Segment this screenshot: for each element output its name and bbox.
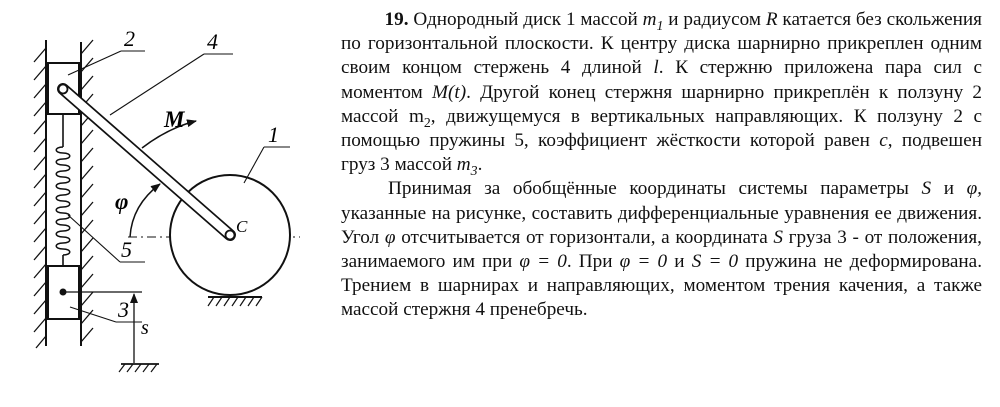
center-label: C xyxy=(236,217,248,236)
text-run: φ xyxy=(384,226,396,248)
mechanism-diagram xyxy=(0,0,330,407)
problem-statement xyxy=(341,8,982,323)
text-run: и xyxy=(931,178,967,200)
text-run: m xyxy=(456,154,471,176)
right-wall xyxy=(81,40,93,346)
slider-hinge xyxy=(59,85,68,94)
text-run: S = 0 xyxy=(691,251,739,273)
text-run: M(t) xyxy=(432,81,467,103)
mechanism-figure xyxy=(0,0,330,407)
text-run: c xyxy=(879,130,888,152)
text-run: l xyxy=(653,57,659,79)
paragraph-1 xyxy=(341,8,982,177)
angle-arc xyxy=(130,184,160,237)
disk-label: 1 xyxy=(268,122,279,147)
text-run: и xyxy=(667,251,692,273)
text-run: 2 xyxy=(423,114,431,130)
text-run: . Другой конец стержня шарнирно прикреплён к ползуну 2 массой m xyxy=(341,81,982,127)
problem-number: 19. xyxy=(384,9,409,30)
text-run: . xyxy=(477,154,483,176)
right-wall-hatching xyxy=(81,40,93,342)
floor-hatching xyxy=(208,297,262,306)
angle-label: φ xyxy=(115,189,129,214)
text-run: , движущемуся в вертикальных направляющих. К ползуну 2 с помощью пружины 5, коэффициент жёсткости которой равен xyxy=(341,105,982,152)
coordinate-label: s xyxy=(141,317,149,339)
text-run: катается без скольжения по горизонтальной плоскости. К центру диска шарнирно прикреплен одним своим концом стержень 4 длиной xyxy=(341,9,983,79)
load-center-dot xyxy=(60,289,67,296)
floor xyxy=(208,297,262,306)
text-run: пружина не деформирована. Трением в шарнирах и направляющих, моментом трения качения, а также массой стержня 4 пренебречь. xyxy=(341,251,982,321)
spring xyxy=(56,114,70,266)
text-run: , подвешен груз 3 массой xyxy=(341,130,982,176)
load-label: 3 xyxy=(118,297,129,322)
text-run: m xyxy=(642,9,657,30)
spring-label: 5 xyxy=(121,237,132,262)
text-run: φ, xyxy=(966,178,982,200)
text-run: S xyxy=(921,178,932,200)
text-run: φ = 0 xyxy=(619,251,668,273)
paragraph-2 xyxy=(341,177,982,322)
text-run: R xyxy=(765,9,778,30)
text-run: груза 3 - от положения, занимаемого им при xyxy=(341,226,982,273)
text-run: . К стержню приложена пара сил с моментом xyxy=(341,57,982,103)
text-run: . При xyxy=(566,251,620,273)
text-run: Однородный диск 1 массой xyxy=(413,9,643,30)
text-run: отсчитывается от горизонтали, а координата xyxy=(395,226,774,248)
slider-label: 2 xyxy=(124,26,135,51)
text-run: φ = 0 xyxy=(519,251,567,273)
ground-hatching xyxy=(119,364,157,372)
text-run: указанные на рисунке, составить дифференциальные уравнения ее движения. Угол xyxy=(341,202,982,248)
rod-label: 4 xyxy=(207,29,218,54)
moment-label: M xyxy=(164,107,185,132)
left-wall-hatching xyxy=(34,48,46,348)
text-run: Принимая за обобщённые координаты системы параметры xyxy=(388,178,922,200)
rod xyxy=(63,89,230,235)
text-run: 1 xyxy=(656,17,664,33)
paragraph-2-text xyxy=(341,178,982,320)
left-wall xyxy=(34,40,46,348)
text-run: S xyxy=(773,226,783,248)
disk-center-hinge xyxy=(226,231,235,240)
text-run: 3 xyxy=(470,163,478,179)
text-run: и радиусом xyxy=(663,9,766,30)
paragraph-1-text xyxy=(341,9,983,179)
